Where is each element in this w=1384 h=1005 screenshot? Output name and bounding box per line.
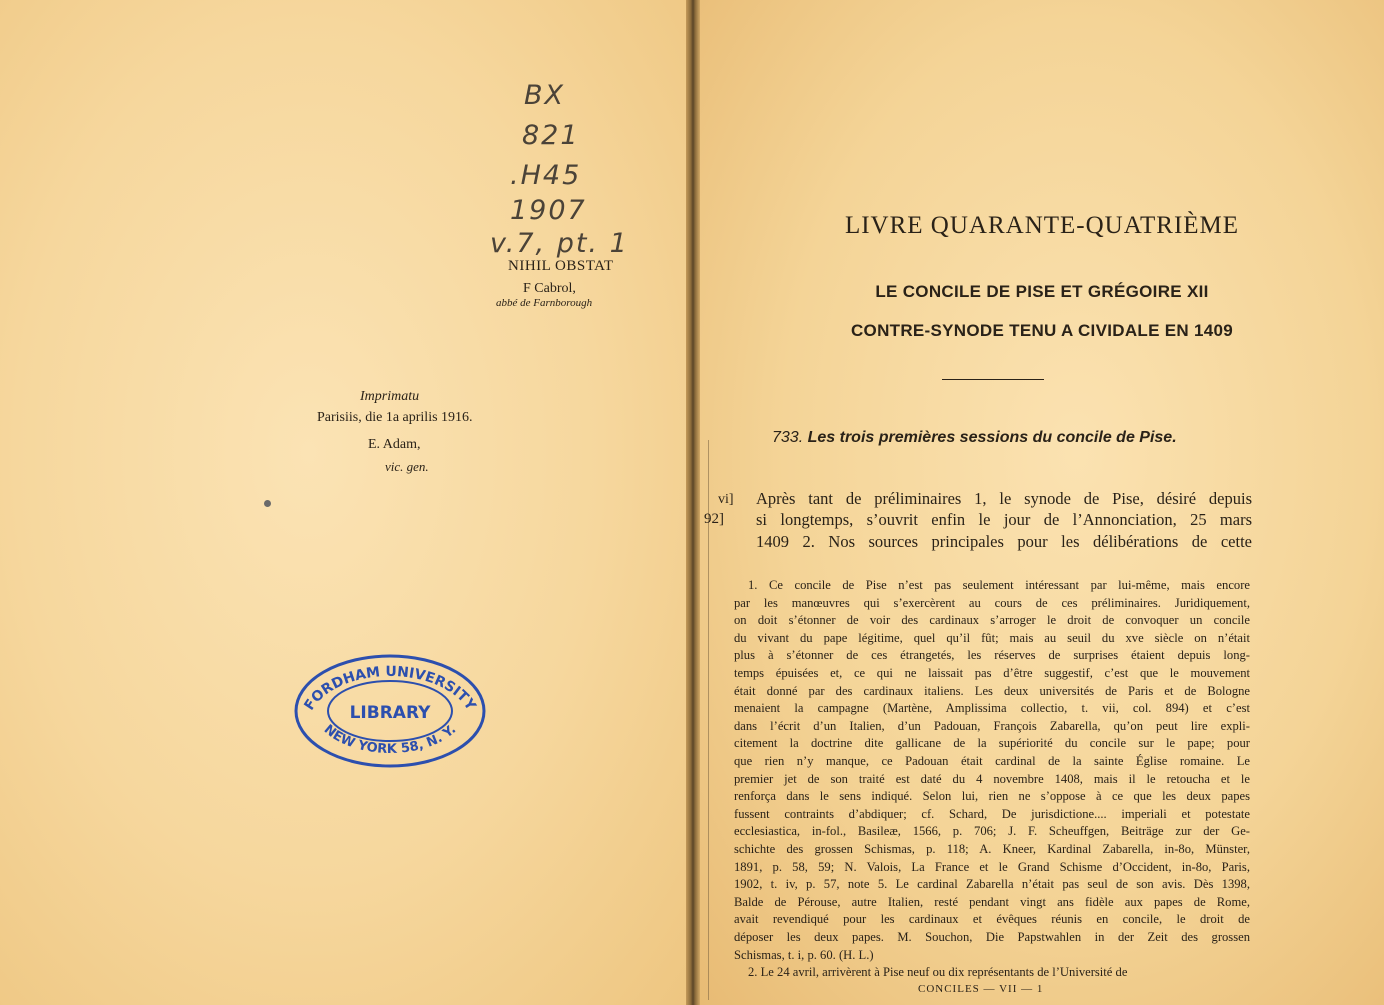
call-number-line-1: BX xyxy=(524,80,566,111)
call-number-line-4: 1907 xyxy=(510,195,587,226)
footnote-line: avait revendiqué pour les cardinaux et évêques réunis en concile, le droit de xyxy=(734,912,1250,927)
call-number-line-5: v.7, pt. 1 xyxy=(490,228,629,259)
stamp-bottom-text: NEW YORK 58, N. Y. xyxy=(320,722,460,757)
footnote-line: 1891, p. 58, 59; N. Valois, La France et le Grand Schisme d’Occident, in-8o, Paris, xyxy=(734,859,1250,874)
section-title: Les trois premières sessions du concile de Pise. xyxy=(807,429,1177,446)
ink-spot xyxy=(264,500,271,507)
left-page xyxy=(0,0,686,1005)
margin-note-1: vi] xyxy=(718,492,734,507)
footnote-line: ecclesiastica, in-fol., Basileæ, 1566, p. 706; J. F. Scheuffgen, Beiträge zur der Ge- xyxy=(734,824,1250,839)
imprimatur: Imprimatu xyxy=(360,389,420,404)
footnote-line: déposer les deux papes. M. Souchon, Die Papstwahlen in der Zeit des grossen xyxy=(734,930,1250,944)
chapter-subtitle-2: CONTRE-SYNODE TENU A CIVIDALE EN 1409 xyxy=(850,321,1233,340)
book-gutter xyxy=(686,0,700,1005)
footnote-line: 2. Le 24 avril, arrivèrent à Pise neuf ou dix représentants de l’Université de xyxy=(748,965,1128,980)
vicar-name: E. Adam, xyxy=(368,437,421,452)
margin-note-2: 92] xyxy=(704,511,724,527)
footnote-line: par les manœuvres qui s’exercèrent au cours de ces préliminaires. Juridiquement, xyxy=(734,595,1250,610)
footnote-line: du vivant du pape légitime, quel qu’il fût; mais au seuil du xve siècle on n’était xyxy=(734,630,1250,645)
section-number: 733. xyxy=(772,429,804,446)
library-stamp xyxy=(292,653,488,769)
footnote-line: était donné par des cardinaux italiens. Les deux universités de Paris et de Bologne xyxy=(734,683,1250,698)
stamp-center-text: LIBRARY xyxy=(349,703,431,723)
footnote-line: menaient la campagne (Martène, Amplissima collectio, t. vii, col. 894) et c’est xyxy=(734,701,1250,716)
footnote-line: renforça dans le sens indiqué. Selon lui, rien ne s’oppose à ce que les deux papes xyxy=(734,789,1250,804)
censor-name: F Cabrol, xyxy=(523,281,576,296)
page-folio: CONCILES — VII — 1 xyxy=(918,983,1044,995)
right-page xyxy=(700,0,1384,1005)
footnote-line: on doit s’étonner de voir des cardinaux s’arroger le droit de convoquer un concile xyxy=(734,613,1250,628)
body-line: Après tant de préliminaires 1, le synode de Pise, désiré depuis xyxy=(756,489,1252,508)
imprimatur-date: Parisiis, die 1a aprilis 1916. xyxy=(317,410,473,425)
body-line: si longtemps, s’ouvrit enfin le jour de l’Annonciation, 25 mars xyxy=(756,510,1252,529)
book-title: LIVRE QUARANTE-QUATRIÈME xyxy=(844,212,1240,239)
footnote-line: schichte des grossen Schismas, p. 118; A. Kneer, Kardinal Zabarella, in-8o, Münster, xyxy=(734,842,1250,856)
body-line: 1409 2. Nos sources principales pour les délibérations de cette xyxy=(756,532,1252,551)
footnote-line: 1. Ce concile de Pise n’est pas seulement intéressant par lui-même, mais encore xyxy=(748,578,1250,592)
footnote-line: 1902, t. iv, p. 57, note 5. Le cardinal Zabarella n’était pas seul de son avis. Dès 1398, xyxy=(734,877,1250,892)
section-heading xyxy=(772,429,1177,447)
title-rule xyxy=(942,379,1044,380)
footnote-line: dans l’écrit d’un Italien, d’un Padouan, François Zabarella, qu’on peut lire expli- xyxy=(734,718,1250,733)
footnote-line: Balde de Pérouse, autre Italien, resté pendant vingt ans fidèle aux papes de Rome, xyxy=(734,894,1250,909)
chapter-subtitle-1: LE CONCILE DE PISE ET GRÉGOIRE XII xyxy=(875,282,1209,301)
footnote-line: fussent contraints d’abdiquer; cf. Schard, De jurisdictione.... imperiali et potestate xyxy=(734,806,1250,821)
footnote-line: que rien n’y manque, ce Padouan était cardinal de la sainte Église romaine. Le xyxy=(734,754,1250,768)
nihil-obstat: NIHIL OBSTAT xyxy=(508,258,614,274)
stamp-top-text: FORDHAM UNIVERSITY xyxy=(301,663,479,714)
footnote-line: citement la doctrine dite gallicane de la supériorité du concile sur le pape; pour xyxy=(734,736,1250,751)
footnote-line: premier jet de son traité est daté du 4 novembre 1408, mais il le retoucha et le xyxy=(734,771,1250,786)
call-number-line-3: .H45 xyxy=(510,160,582,191)
vicar-title: vic. gen. xyxy=(385,459,429,474)
footnote-line: Schismas, t. i, p. 60. (H. L.) xyxy=(734,947,874,962)
censor-title: abbé de Farnborough xyxy=(496,297,593,309)
footnote-line: temps épuisées et, ce qui ne laissait pas d’être suggestif, c’est que le mouvement xyxy=(734,666,1250,680)
call-number-line-2: 821 xyxy=(522,120,580,151)
footnote-line: plus à s’étonner de ces étrangetés, les réserves de surprises étaient depuis long- xyxy=(734,648,1250,663)
